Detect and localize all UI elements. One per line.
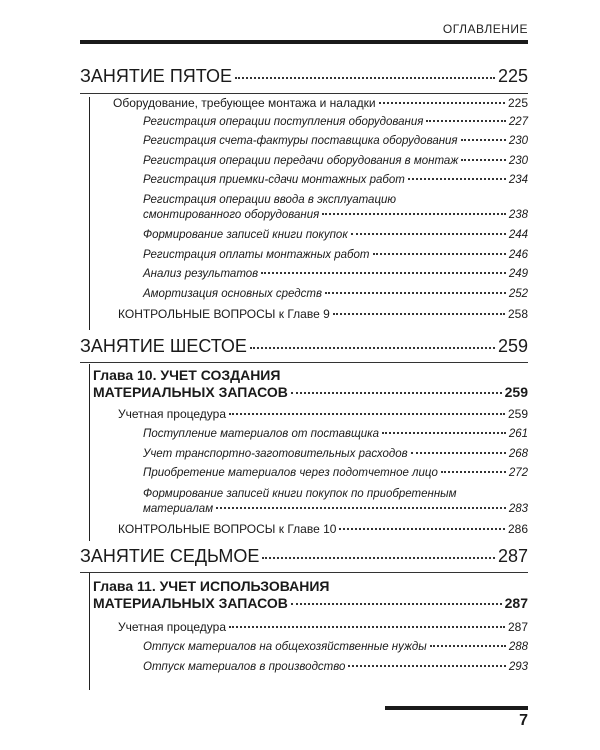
entry-text: материалам	[143, 503, 214, 515]
leader-dots	[291, 392, 502, 394]
divider	[80, 572, 528, 573]
toc-entry[interactable]	[118, 407, 528, 421]
page-ref: 259	[507, 407, 528, 421]
toc-entry[interactable]	[143, 641, 528, 653]
leader-dots	[291, 603, 502, 605]
page-ref: 230	[508, 135, 528, 147]
leader-dots	[441, 471, 506, 473]
leader-dots	[261, 272, 506, 274]
toc-entry[interactable]	[143, 155, 528, 167]
toc-entry[interactable]	[143, 135, 528, 147]
entry-text: Учет транспортно-заготовительных расходов	[143, 448, 408, 460]
lesson-title: ЗАНЯТИЕ ПЯТОЕ	[80, 66, 232, 86]
toc-entry[interactable]	[143, 428, 528, 440]
toc-lesson-5[interactable]	[80, 66, 528, 87]
page-ref: 227	[508, 116, 528, 128]
toc-entry[interactable]	[143, 448, 528, 460]
page-ref: 230	[508, 155, 528, 167]
page-ref: 225	[497, 66, 528, 86]
toc-entry[interactable]	[143, 467, 528, 479]
entry-text: Анализ результатов	[143, 268, 259, 280]
entry-text: Регистрация операции поступления оборудования	[143, 116, 424, 128]
toc-lesson-7[interactable]	[80, 546, 528, 567]
divider	[80, 362, 528, 363]
leader-dots	[430, 645, 506, 647]
toc-chapter-10[interactable]	[93, 384, 528, 400]
leader-dots	[348, 665, 505, 667]
header-title: ОГЛАВЛЕНИЕ	[442, 22, 528, 36]
leader-dots	[235, 77, 495, 79]
entry-text: Поступление материалов от поставщика	[143, 428, 379, 440]
toc-entry[interactable]	[143, 229, 528, 241]
leader-dots	[382, 432, 506, 434]
lesson-title: ЗАНЯТИЕ ШЕСТОЕ	[80, 336, 247, 356]
entry-text: Регистрация оплаты монтажных работ	[143, 249, 370, 261]
entry-text: Регистрация приемки-сдачи монтажных работ	[143, 174, 405, 186]
entry-text: Формирование записей книги покупок	[143, 229, 348, 241]
leader-dots	[322, 213, 506, 215]
entry-text: Отпуск материалов на общехозяйственные нужды	[143, 641, 427, 653]
entry-text: КОНТРОЛЬНЫЕ ВОПРОСЫ к Главе 9	[118, 307, 330, 321]
page-number: 7	[519, 712, 528, 729]
entry-text: Учетная процедура	[118, 407, 226, 421]
section-vline	[89, 573, 90, 690]
divider	[80, 93, 528, 94]
entry-text: Амортизация основных средств	[143, 288, 322, 300]
leader-dots	[461, 139, 506, 141]
leader-dots	[325, 292, 506, 294]
top-rule	[80, 40, 528, 44]
leader-dots	[411, 452, 506, 454]
chapter-title-line1: Глава 11. УЧЕТ ИСПОЛЬЗОВАНИЯ	[93, 578, 330, 594]
entry-text: Отпуск материалов в производство	[143, 661, 346, 673]
leader-dots	[229, 626, 505, 628]
entry-text: Регистрация счета-фактуры поставщика оборудования	[143, 135, 458, 147]
toc-entry[interactable]	[113, 96, 528, 110]
leader-dots	[373, 253, 506, 255]
entry-text: КОНТРОЛЬНЫЕ ВОПРОСЫ к Главе 10	[118, 522, 337, 536]
page-ref: 244	[508, 229, 528, 241]
page-ref: 249	[508, 268, 528, 280]
leader-dots	[339, 528, 505, 530]
page-ref: 293	[508, 661, 528, 673]
page-ref: 272	[508, 467, 528, 479]
entry-text: Приобретение материалов через подотчетное лицо	[143, 467, 438, 479]
chapter-title-line1: Глава 10. УЧЕТ СОЗДАНИЯ	[93, 367, 281, 383]
page-ref: 288	[508, 641, 528, 653]
leader-dots	[262, 557, 495, 559]
entry-text: Регистрация операции передачи оборудования в монтаж	[143, 155, 459, 167]
leader-dots	[408, 178, 506, 180]
page-ref: 234	[508, 174, 528, 186]
page-header	[0, 0, 600, 40]
leader-dots	[333, 313, 505, 315]
section-vline	[89, 97, 90, 330]
toc-entry-control-questions[interactable]	[118, 522, 528, 536]
leader-dots	[250, 347, 495, 349]
entry-text: Учетная процедура	[118, 620, 226, 634]
page-ref: 259	[504, 384, 528, 400]
leader-dots	[379, 102, 505, 104]
leader-dots	[216, 507, 506, 509]
entry-text-line1: Регистрация операции ввода в эксплуатацию	[143, 194, 397, 206]
page-ref: 258	[507, 307, 528, 321]
page-ref: 268	[508, 448, 528, 460]
toc-entry[interactable]	[143, 116, 528, 128]
toc-entry[interactable]	[143, 661, 528, 673]
page-ref: 259	[497, 336, 528, 356]
lesson-title: ЗАНЯТИЕ СЕДЬМОЕ	[80, 546, 260, 566]
page-ref: 287	[507, 620, 528, 634]
entry-text: Оборудование, требующее монтажа и наладки	[113, 96, 376, 110]
toc-entry[interactable]	[143, 174, 528, 186]
toc-entry[interactable]	[143, 249, 528, 261]
toc-chapter-11[interactable]	[93, 595, 528, 611]
entry-text-line1: Формирование записей книги покупок по приобретенным	[143, 488, 457, 500]
page-ref: 252	[508, 288, 528, 300]
leader-dots	[426, 120, 505, 122]
toc-lesson-6[interactable]	[80, 336, 528, 357]
page-ref: 287	[497, 546, 528, 566]
page-ref: 246	[508, 249, 528, 261]
page-ref: 225	[507, 96, 528, 110]
page-ref: 286	[507, 522, 528, 536]
leader-dots	[229, 413, 505, 415]
entry-text: смонтированного оборудования	[143, 209, 320, 221]
toc-entry[interactable]	[118, 620, 528, 634]
page-ref: 261	[508, 428, 528, 440]
page-ref: 238	[508, 209, 528, 221]
leader-dots	[461, 159, 506, 161]
chapter-title: МАТЕРИАЛЬНЫХ ЗАПАСОВ	[93, 595, 288, 611]
page-ref: 287	[504, 595, 528, 611]
section-vline	[89, 364, 90, 541]
toc-entry[interactable]	[143, 503, 528, 515]
toc-entry[interactable]	[143, 288, 528, 300]
toc-entry[interactable]	[143, 268, 528, 280]
toc-entry[interactable]	[143, 209, 528, 221]
toc-entry-control-questions[interactable]	[118, 307, 528, 321]
chapter-title: МАТЕРИАЛЬНЫХ ЗАПАСОВ	[93, 384, 288, 400]
bottom-rule	[385, 706, 528, 710]
page-ref: 283	[508, 503, 528, 515]
leader-dots	[351, 233, 506, 235]
